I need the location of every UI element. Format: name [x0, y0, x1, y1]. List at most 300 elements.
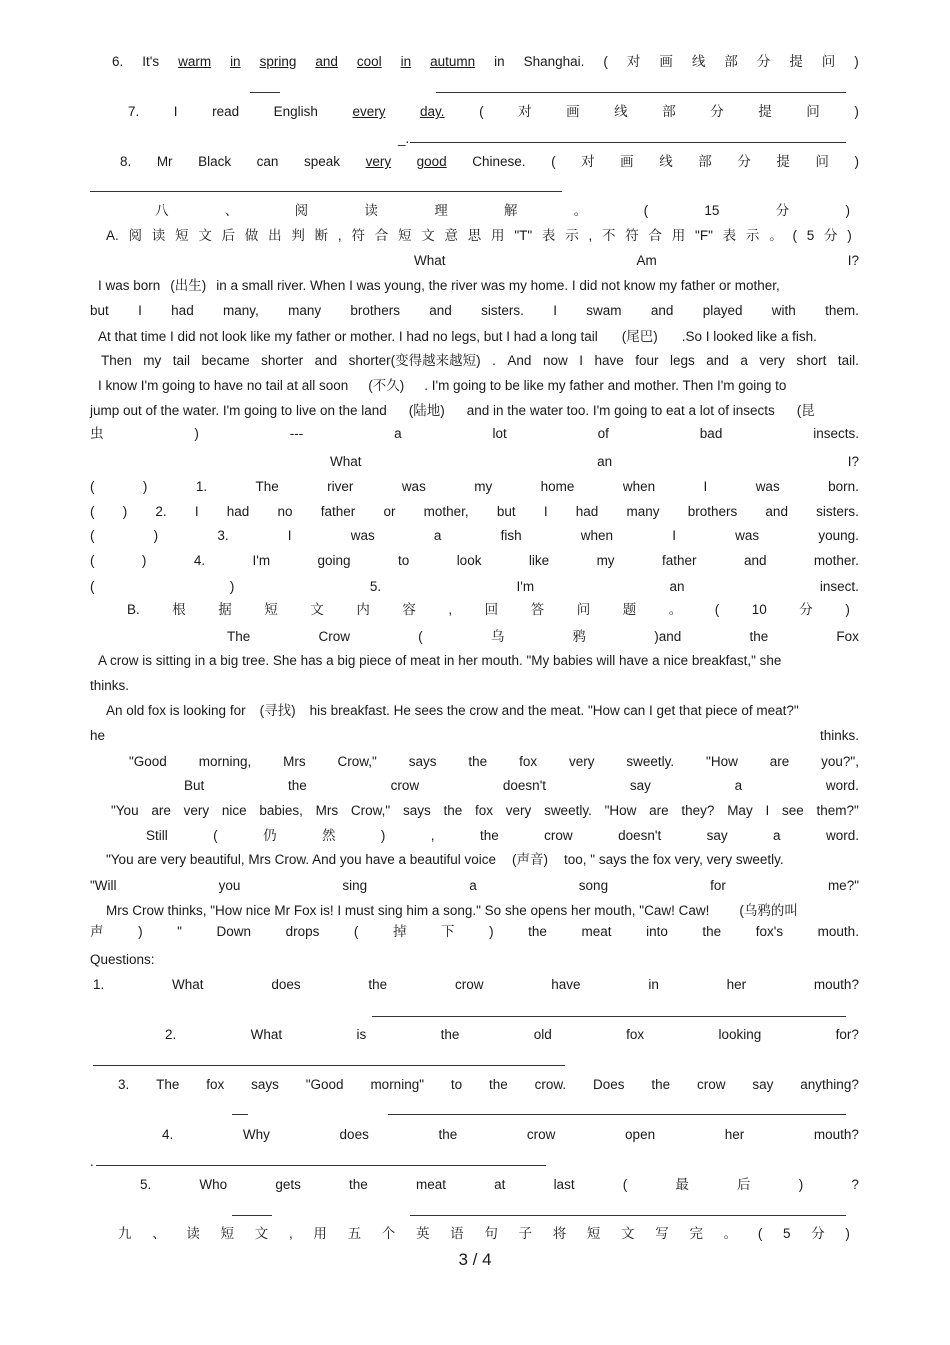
- word: Crow,": [350, 803, 391, 818]
- word: 15: [704, 203, 720, 218]
- word: 2.: [165, 1027, 177, 1042]
- word: 问: [576, 602, 591, 617]
- word: says: [251, 1077, 279, 1092]
- answer-line: [232, 1215, 272, 1216]
- word: into: [646, 924, 668, 939]
- word: an: [597, 454, 613, 469]
- word: an: [669, 579, 685, 594]
- word: 九: [118, 1226, 132, 1241]
- question-b-3: [118, 1076, 859, 1093]
- section-8-heading: [155, 202, 850, 219]
- word: I?: [847, 454, 859, 469]
- word: The: [227, 629, 251, 644]
- word: (: [90, 528, 95, 543]
- word: at: [494, 1177, 506, 1192]
- word: May: [727, 803, 753, 818]
- word: warm: [178, 54, 212, 69]
- text-segment: too, " says the fox very, very sweetly.: [564, 852, 784, 867]
- word: fox's: [755, 924, 784, 939]
- word: was: [755, 479, 780, 494]
- word: 符: [351, 228, 365, 243]
- word: had: [226, 504, 250, 519]
- word: 下: [441, 924, 455, 939]
- text-segment: (寻找): [259, 703, 296, 718]
- word: I: [543, 504, 548, 519]
- word: 短: [175, 228, 189, 243]
- word: (: [714, 602, 720, 617]
- word: 线: [614, 104, 628, 119]
- word: and: [765, 504, 788, 519]
- word: says: [408, 754, 437, 769]
- word: does: [271, 977, 301, 992]
- word: 仍: [263, 828, 277, 843]
- word: "Will: [90, 878, 117, 893]
- word: I'm: [252, 553, 271, 568]
- word: ---: [289, 426, 304, 441]
- word: fish: [500, 528, 522, 543]
- word: I: [553, 303, 557, 318]
- passage-b-line-5: [129, 753, 859, 770]
- word: morning,: [198, 754, 252, 769]
- tf-question-1: [90, 478, 859, 495]
- word: 读: [151, 228, 166, 243]
- word: The: [255, 479, 279, 494]
- word: 分: [811, 1226, 825, 1241]
- tf-question-5: [90, 578, 859, 595]
- word: fox: [475, 803, 494, 818]
- word: What: [330, 454, 362, 469]
- word: sweetly.: [544, 803, 592, 818]
- word: 个: [381, 1226, 396, 1241]
- word: see: [781, 803, 804, 818]
- questions-label: Questions:: [90, 952, 155, 967]
- word: many: [288, 303, 322, 318]
- word: many,: [223, 303, 259, 318]
- word: tail: [172, 353, 191, 368]
- word: "You: [111, 803, 139, 818]
- passage-b-line-4: [90, 727, 859, 744]
- text-segment: . I'm going to be like my father and mother. Then I'm going to: [424, 378, 787, 393]
- word: 句: [484, 1226, 498, 1241]
- word: drops: [285, 924, 320, 939]
- word: ): [142, 479, 148, 494]
- word: good: [416, 154, 447, 169]
- word: the: [702, 924, 722, 939]
- word: have: [551, 977, 581, 992]
- text-segment: (陆地): [408, 403, 445, 418]
- word: you?",: [821, 754, 859, 769]
- answer-line: [372, 1016, 846, 1017]
- text-segment: "You are very beautiful, Mrs Crow. And you have a beautiful voice: [106, 852, 497, 867]
- word: 答: [530, 602, 545, 617]
- word: the: [749, 629, 769, 644]
- word: nice: [221, 803, 247, 818]
- word: the: [443, 803, 463, 818]
- word: Chinese.: [472, 154, 526, 169]
- passage-b-line-8: [146, 827, 859, 844]
- word: 据: [218, 602, 232, 617]
- answer-line: [388, 1114, 846, 1115]
- word: short: [796, 353, 827, 368]
- word: no: [277, 504, 293, 519]
- word: spring: [259, 54, 297, 69]
- word: (: [792, 228, 797, 243]
- word: have: [594, 353, 624, 368]
- word: her: [724, 1127, 745, 1142]
- word: 5: [783, 1226, 791, 1241]
- word: the: [368, 977, 388, 992]
- word: say: [706, 828, 728, 843]
- word: 3.: [118, 1077, 130, 1092]
- word: mouth?: [813, 977, 859, 992]
- word: the: [468, 754, 488, 769]
- word: 英: [415, 1226, 430, 1241]
- answer-line: [93, 1065, 565, 1066]
- word: very: [759, 353, 785, 368]
- word: me?": [827, 878, 859, 893]
- word: "How: [706, 754, 738, 769]
- word: 文: [198, 228, 212, 243]
- word: legs: [670, 353, 695, 368]
- word: home: [540, 479, 575, 494]
- word: Crow: [318, 629, 350, 644]
- word: look: [456, 553, 482, 568]
- word: sweetly.: [626, 754, 675, 769]
- text-segment: Mrs Crow thinks, "How nice Mr Fox is! I must sing him a song." So she opens her mouth, "Caw! Caw!: [106, 903, 710, 918]
- text-segment: and in the water too. I'm going to eat a lot of insects: [466, 403, 775, 418]
- tf-question-3: [90, 527, 859, 544]
- word: 5.: [140, 1177, 152, 1192]
- word: 对: [581, 154, 595, 169]
- word: bad: [699, 426, 723, 441]
- word: crow: [697, 1077, 726, 1092]
- passage-a-line-2: [90, 302, 859, 319]
- word: was: [401, 479, 426, 494]
- word: 阅: [128, 228, 143, 243]
- answer-line: [410, 1215, 846, 1216]
- word: for: [710, 878, 726, 893]
- answer-line: [410, 142, 846, 143]
- word: )and: [654, 629, 682, 644]
- word: 写: [655, 1226, 669, 1241]
- tf-question-4: [90, 552, 859, 569]
- word: mouth.: [817, 924, 859, 939]
- word: sisters.: [816, 504, 859, 519]
- word: the: [528, 924, 547, 939]
- word: A.: [106, 228, 119, 243]
- word: 画: [659, 54, 673, 69]
- word: day.: [420, 104, 445, 119]
- word: the: [440, 1027, 460, 1042]
- word: ?: [851, 1177, 859, 1192]
- word: 短: [586, 1226, 601, 1241]
- word: 10: [751, 602, 767, 617]
- word: 完: [689, 1226, 703, 1241]
- word: 问: [815, 154, 829, 169]
- word: when: [622, 479, 656, 494]
- word: ): [854, 54, 859, 69]
- word: ": [177, 924, 182, 939]
- word: 问: [806, 104, 820, 119]
- word: ): [122, 504, 128, 519]
- word: (: [643, 203, 649, 218]
- word: 、: [152, 1226, 166, 1241]
- word: 。: [723, 1226, 738, 1241]
- word: and: [429, 303, 452, 318]
- word: 6.: [112, 54, 124, 69]
- word: 读: [186, 1226, 200, 1241]
- word: 分: [710, 104, 724, 119]
- word: 7.: [128, 104, 140, 119]
- word: very: [568, 754, 595, 769]
- word: 用: [313, 1226, 327, 1241]
- word: 断: [314, 228, 329, 243]
- section-9-heading: [118, 1225, 850, 1242]
- word: 部: [724, 54, 738, 69]
- word: insects.: [813, 426, 859, 441]
- word: 4.: [162, 1127, 174, 1142]
- word: (: [353, 924, 359, 939]
- word: 回: [484, 602, 499, 617]
- word: them.: [825, 303, 859, 318]
- word: 提: [789, 54, 803, 69]
- text-segment: his breakfast. He sees the crow and the meat. "How can I get that piece of meat?": [309, 703, 799, 718]
- word: ): [380, 828, 386, 843]
- word: Mr: [156, 154, 173, 169]
- word: ,: [588, 228, 593, 243]
- word: 分: [824, 228, 838, 243]
- word: with: [771, 303, 796, 318]
- passage-b-line-11: [106, 902, 859, 919]
- text-segment: (出生): [170, 278, 207, 293]
- text-segment: A crow is sitting in a big tree. She has a big piece of meat in her mouth. "My babies will have a nice breakfast," she: [98, 653, 782, 668]
- question-6: [112, 53, 859, 70]
- word: ): [194, 426, 199, 441]
- question-b-1: [93, 976, 859, 993]
- passage-b-line-6: [184, 777, 859, 794]
- text-segment: .So I looked like a fish.: [681, 329, 817, 344]
- word: 问: [821, 54, 836, 69]
- word: say: [629, 778, 651, 793]
- text-segment: jump out of the water. I'm going to live on the land: [90, 403, 387, 418]
- word: a: [394, 426, 402, 441]
- text-segment: (尾巴): [621, 329, 658, 344]
- word: ): [854, 154, 859, 169]
- word: crow: [544, 828, 573, 843]
- word: B.: [127, 602, 140, 617]
- word: for?: [835, 1027, 859, 1042]
- word: 对: [626, 54, 641, 69]
- word: I?: [847, 253, 859, 268]
- word: brothers: [350, 303, 400, 318]
- word: ): [489, 924, 494, 939]
- word: ): [845, 203, 850, 218]
- word: 5.: [369, 579, 382, 594]
- word: 最: [675, 1177, 689, 1192]
- word: 出: [268, 228, 282, 243]
- text-segment: (不久): [368, 378, 405, 393]
- passage-a-line-5: [98, 377, 859, 394]
- word: 阅: [294, 203, 309, 218]
- word: It's: [142, 54, 160, 69]
- word: and: [314, 353, 338, 368]
- word: 文: [254, 1226, 269, 1241]
- word: a: [740, 353, 748, 368]
- answer-line-prefix: .: [90, 1154, 94, 1169]
- word: the: [349, 1177, 368, 1192]
- word: born.: [828, 479, 859, 494]
- word: 1.: [195, 479, 208, 494]
- word: the: [479, 828, 499, 843]
- word: ): [847, 228, 852, 243]
- passage-b-line-9: [106, 851, 859, 868]
- word: her: [726, 977, 747, 992]
- word: sisters.: [481, 303, 524, 318]
- word: meat: [581, 924, 612, 939]
- word: but: [496, 504, 516, 519]
- word: fox: [206, 1077, 225, 1092]
- passage-a-title: [414, 252, 859, 269]
- word: 合: [648, 228, 663, 243]
- word: Mrs: [283, 754, 306, 769]
- word: in: [648, 977, 659, 992]
- word: 不: [601, 228, 616, 243]
- word: 示: [565, 228, 579, 243]
- word: a: [734, 778, 743, 793]
- question-8: [120, 153, 859, 170]
- word: "How: [604, 803, 637, 818]
- word: 、: [224, 203, 239, 218]
- word: autumn: [430, 54, 476, 69]
- word: (: [213, 828, 218, 843]
- word: father: [320, 504, 356, 519]
- word: 用: [491, 228, 505, 243]
- word: 短: [220, 1226, 235, 1241]
- passage-b-line-1: [98, 652, 859, 669]
- word: 然: [321, 828, 336, 843]
- word: 短: [397, 228, 412, 243]
- word: English: [273, 104, 318, 119]
- word: was: [350, 528, 375, 543]
- word: 分: [756, 54, 771, 69]
- word: I: [287, 528, 292, 543]
- word: 容: [402, 602, 416, 617]
- word: 虫: [90, 426, 104, 441]
- word: 用: [671, 228, 686, 243]
- word: swam: [586, 303, 622, 318]
- word: ): [141, 553, 147, 568]
- word: last: [553, 1177, 575, 1192]
- word: 做: [244, 228, 259, 243]
- word: say: [752, 1077, 774, 1092]
- word: Black: [198, 154, 232, 169]
- word: had: [575, 504, 599, 519]
- word: ): [845, 1226, 850, 1241]
- passage-b-line-10: [90, 877, 859, 894]
- word: river: [327, 479, 354, 494]
- word: What: [414, 253, 446, 268]
- word: gets: [275, 1177, 301, 1192]
- word: (: [90, 553, 95, 568]
- word: I: [703, 479, 708, 494]
- word: (: [622, 1177, 628, 1192]
- word: are: [151, 803, 171, 818]
- word: shorter(变得越来越短): [348, 353, 481, 368]
- word: became: [201, 353, 250, 368]
- word: tail.: [837, 353, 859, 368]
- word: Still: [146, 828, 168, 843]
- word: I: [765, 803, 770, 818]
- word: lot: [492, 426, 507, 441]
- word: ): [845, 602, 850, 617]
- word: Shanghai.: [523, 54, 585, 69]
- word: to: [450, 1077, 463, 1092]
- word: 意: [444, 228, 459, 243]
- text-segment: (声音): [512, 852, 549, 867]
- word: or: [383, 504, 396, 519]
- word: very: [505, 803, 532, 818]
- word: (: [90, 479, 95, 494]
- question-b-5: [140, 1176, 859, 1193]
- word: ,: [448, 602, 453, 617]
- word: Then: [101, 353, 132, 368]
- word: old: [533, 1027, 552, 1042]
- word: my: [143, 353, 162, 368]
- word: crow.: [534, 1077, 567, 1092]
- word: the: [651, 1077, 671, 1092]
- word: morning": [370, 1077, 425, 1092]
- word: says: [402, 803, 431, 818]
- word: 八: [155, 203, 169, 218]
- word: to: [398, 553, 410, 568]
- word: 符: [625, 228, 639, 243]
- word: Crow,": [337, 754, 377, 769]
- word: crow: [526, 1127, 556, 1142]
- word: 画: [620, 154, 634, 169]
- word: open: [625, 1127, 656, 1142]
- word: my: [474, 479, 493, 494]
- word: Why: [242, 1127, 270, 1142]
- word: fox: [626, 1027, 645, 1042]
- word: a: [433, 528, 442, 543]
- answer-line: [90, 191, 562, 192]
- word: ,: [430, 828, 435, 843]
- word: 声: [90, 924, 104, 939]
- word: (: [551, 154, 556, 169]
- word: the: [489, 1077, 508, 1092]
- word: of: [597, 426, 609, 441]
- word: 2.: [155, 504, 167, 519]
- word: in: [230, 54, 241, 69]
- word: Does: [593, 1077, 625, 1092]
- word: "Good: [129, 754, 167, 769]
- word: 。: [668, 602, 683, 617]
- word: doesn't: [618, 828, 662, 843]
- word: 8.: [120, 154, 132, 169]
- word: ): [153, 528, 159, 543]
- word: 五: [347, 1226, 362, 1241]
- word: (: [603, 54, 608, 69]
- passage-a-line-6: [90, 402, 859, 419]
- word: I'm: [516, 579, 535, 594]
- word: Mrs: [315, 803, 339, 818]
- word: 表: [722, 228, 737, 243]
- word: looking: [718, 1027, 762, 1042]
- word: (: [90, 504, 95, 519]
- word: like: [528, 553, 550, 568]
- word: 根: [172, 602, 186, 617]
- word: Am: [636, 253, 657, 268]
